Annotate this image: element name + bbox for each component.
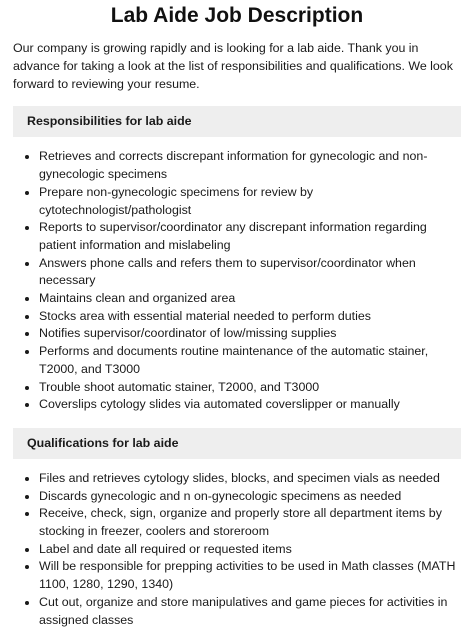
list-item: Notifies supervisor/coordinator of low/missing supplies [39, 325, 461, 343]
list-item: Retrieves and corrects discrepant information for gynecologic and non-gynecologic specimens [39, 148, 461, 183]
list-item: Trouble shoot automatic stainer, T2000, and T3000 [39, 379, 461, 397]
list-item: Label and date all required or requested items [39, 541, 461, 559]
list-item: Answers phone calls and refers them to supervisor/coordinator when necessary [39, 255, 461, 290]
list-item: Prepare non-gynecologic specimens for review by cytotechnologist/pathologist [39, 184, 461, 219]
list-item: Performs and documents routine maintenance of the automatic stainer, T2000, and T3000 [39, 343, 461, 378]
list-item: Receive, check, sign, organize and properly store all department items by stocking in freezer, coolers and storeroom [39, 505, 461, 540]
qualifications-heading: Qualifications for lab aide [13, 428, 461, 459]
list-item: Reports to supervisor/coordinator any discrepant information regarding patient information and mislabeling [39, 219, 461, 254]
responsibilities-list [13, 148, 461, 414]
qualifications-list [13, 470, 461, 629]
list-item: Stocks area with essential material needed to perform duties [39, 308, 461, 326]
list-item: Files and retrieves cytology slides, blocks, and specimen vials as needed [39, 470, 461, 488]
list-item: Coverslips cytology slides via automated coverslipper or manually [39, 396, 461, 414]
list-item: Maintains clean and organized area [39, 290, 461, 308]
page-title: Lab Aide Job Description [110, 4, 364, 27]
list-item: Discards gynecologic and n on-gynecologic specimens as needed [39, 488, 461, 506]
responsibilities-heading: Responsibilities for lab aide [13, 106, 461, 137]
list-item: Will be responsible for prepping activities to be used in Math classes (MATH 1100, 1280, 1290, 1340) [39, 558, 461, 593]
list-item: Cut out, organize and store manipulatives and game pieces for activities in assigned classes [39, 594, 461, 629]
intro-paragraph: Our company is growing rapidly and is looking for a lab aide. Thank you in advance for taking a look at the list of responsibilities and qualifications. We look forward to reviewing your resume. [13, 41, 453, 91]
